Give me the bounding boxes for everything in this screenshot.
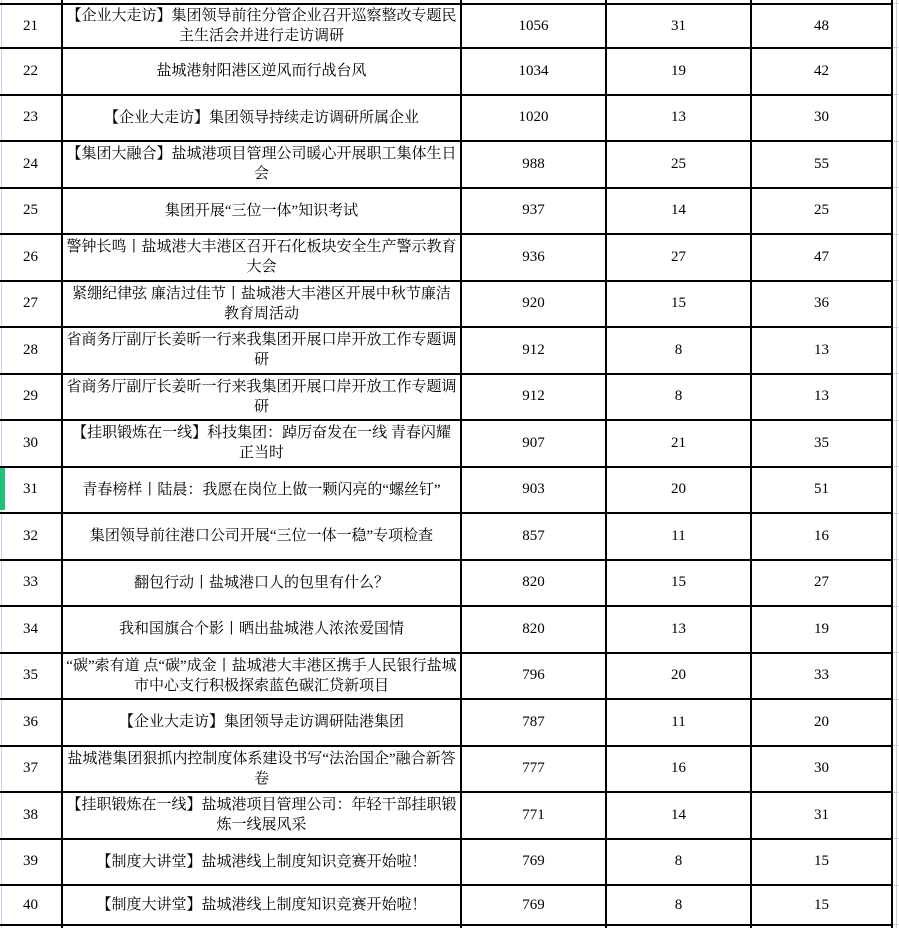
- title-cell[interactable]: 【企业大走访】集团领导持续走访调研所属企业: [63, 96, 462, 141]
- table-row: [0, 886, 893, 926]
- table-row: [0, 840, 893, 887]
- rank-cell[interactable]: 27: [0, 282, 63, 327]
- title-cell[interactable]: 我和国旗合个影丨晒出盐城港人浓浓爱国情: [63, 607, 462, 652]
- rank-cell[interactable]: 34: [0, 607, 63, 652]
- num3-cell[interactable]: 13: [752, 375, 893, 420]
- num1-cell[interactable]: 771: [462, 793, 607, 838]
- table-row: [0, 561, 893, 608]
- num2-cell[interactable]: 27: [607, 235, 752, 280]
- num3-cell[interactable]: 55: [752, 142, 893, 187]
- right-gridline-strip: [893, 0, 899, 928]
- num1-cell[interactable]: 937: [462, 189, 607, 234]
- num2-cell[interactable]: 14: [607, 189, 752, 234]
- table-row: [0, 793, 893, 840]
- num2-cell[interactable]: 8: [607, 375, 752, 420]
- num2-cell[interactable]: 25: [607, 142, 752, 187]
- num2-cell[interactable]: 8: [607, 840, 752, 885]
- title-cell[interactable]: 警钟长鸣丨盐城港大丰港区召开石化板块安全生产警示教育大会: [63, 235, 462, 280]
- horizontal-gridline-stub: [893, 280, 899, 281]
- title-cell[interactable]: 【集团大融合】盐城港项目管理公司暖心开展职工集体生日会: [63, 142, 462, 187]
- table-row: [0, 375, 893, 422]
- num2-cell[interactable]: 11: [607, 700, 752, 745]
- num1-cell[interactable]: 1056: [462, 5, 607, 47]
- table-row: [0, 747, 893, 794]
- horizontal-gridline-stub: [893, 466, 899, 467]
- num1-cell[interactable]: 769: [462, 886, 607, 924]
- num3-cell: [752, 0, 893, 3]
- table-row: [0, 235, 893, 282]
- num3-cell[interactable]: 30: [752, 96, 893, 141]
- horizontal-gridline-stub: [893, 234, 899, 235]
- num1-cell[interactable]: 912: [462, 375, 607, 420]
- num2-cell[interactable]: 11: [607, 514, 752, 559]
- num1-cell: [462, 0, 607, 3]
- num3-cell[interactable]: 15: [752, 886, 893, 924]
- horizontal-gridline-stub: [893, 327, 899, 328]
- num3-cell[interactable]: 27: [752, 561, 893, 606]
- horizontal-gridline-stub: [893, 606, 899, 607]
- horizontal-gridline-stub: [893, 94, 899, 95]
- num3-cell[interactable]: 35: [752, 421, 893, 466]
- table-row: [0, 282, 893, 329]
- num1-cell[interactable]: 988: [462, 142, 607, 187]
- num2-cell[interactable]: 14: [607, 793, 752, 838]
- title-cell[interactable]: 青春榜样丨陆晨：我愿在岗位上做一颗闪亮的“螺丝钉”: [63, 468, 462, 513]
- num2-cell[interactable]: 15: [607, 282, 752, 327]
- vertical-gridline: [896, 0, 897, 928]
- horizontal-gridline-stub: [893, 559, 899, 560]
- horizontal-gridline-stub: [893, 792, 899, 793]
- title-cell[interactable]: 集团领导前往港口公司开展“三位一体一稳”专项检查: [63, 514, 462, 559]
- horizontal-gridline-stub: [893, 373, 899, 374]
- num2-cell[interactable]: 20: [607, 468, 752, 513]
- horizontal-gridline-stub: [893, 47, 899, 48]
- rank-cell[interactable]: 33: [0, 561, 63, 606]
- horizontal-gridline-stub: [893, 141, 899, 142]
- title-cell[interactable]: 【企业大走访】集团领导前往分管企业召开巡察整改专题民主生活会并进行走访调研: [63, 5, 462, 47]
- num1-cell[interactable]: 777: [462, 747, 607, 792]
- num3-cell[interactable]: 13: [752, 328, 893, 373]
- rank-cell[interactable]: 37: [0, 747, 63, 792]
- num3-cell[interactable]: 31: [752, 793, 893, 838]
- table-row: [0, 5, 893, 49]
- horizontal-gridline-stub: [893, 838, 899, 839]
- num3-cell[interactable]: 48: [752, 5, 893, 47]
- rank-cell[interactable]: 25: [0, 189, 63, 234]
- num1-cell[interactable]: 820: [462, 607, 607, 652]
- horizontal-gridline-stub: [893, 187, 899, 188]
- num2-cell[interactable]: 8: [607, 328, 752, 373]
- num3-cell[interactable]: 47: [752, 235, 893, 280]
- rank-cell[interactable]: 21: [0, 5, 63, 47]
- table-row: [0, 142, 893, 189]
- title-cell[interactable]: 翻包行动丨盐城港口人的包里有什么？: [63, 561, 462, 606]
- horizontal-gridline-stub: [893, 924, 899, 925]
- num1-cell[interactable]: 769: [462, 840, 607, 885]
- table-row: [0, 607, 893, 654]
- rank-cell[interactable]: 28: [0, 328, 63, 373]
- rank-cell[interactable]: 36: [0, 700, 63, 745]
- num3-cell[interactable]: 20: [752, 700, 893, 745]
- num1-cell[interactable]: 912: [462, 328, 607, 373]
- horizontal-gridline-stub: [893, 420, 899, 421]
- table-row: [0, 49, 893, 96]
- num3-cell[interactable]: 25: [752, 189, 893, 234]
- horizontal-gridline-stub: [893, 885, 899, 886]
- table-row: [0, 421, 893, 468]
- rank-cell[interactable]: 24: [0, 142, 63, 187]
- table-row: [0, 654, 893, 701]
- rank-cell[interactable]: 35: [0, 654, 63, 699]
- num2-cell[interactable]: 8: [607, 886, 752, 924]
- rank-cell[interactable]: 40: [0, 886, 63, 924]
- title-cell[interactable]: 【挂职锻炼在一线】科技集团：踔厉奋发在一线 青春闪耀正当时: [63, 421, 462, 466]
- horizontal-gridline-stub: [893, 699, 899, 700]
- rank-cell[interactable]: 38: [0, 793, 63, 838]
- table-row: [0, 700, 893, 747]
- horizontal-gridline-stub: [893, 3, 899, 4]
- rank-cell[interactable]: 26: [0, 235, 63, 280]
- num1-cell[interactable]: 820: [462, 561, 607, 606]
- title-cell[interactable]: 集团开展“三位一体”知识考试: [63, 189, 462, 234]
- num1-cell[interactable]: 936: [462, 235, 607, 280]
- num3-cell[interactable]: 51: [752, 468, 893, 513]
- title-cell[interactable]: “碳”索有道 点“碳”成金丨盐城港大丰港区携手人民银行盐城市中心支行积极探索蓝色碳汇贷新项目: [63, 654, 462, 699]
- num3-cell[interactable]: 33: [752, 654, 893, 699]
- num2-cell[interactable]: 31: [607, 5, 752, 47]
- rank-cell[interactable]: 22: [0, 49, 63, 94]
- title-cell[interactable]: 省商务厅副厅长姜昕一行来我集团开展口岸开放工作专题调研: [63, 375, 462, 420]
- num2-cell[interactable]: 13: [607, 96, 752, 141]
- num2-cell: [607, 0, 752, 3]
- num2-cell[interactable]: 13: [607, 607, 752, 652]
- num3-cell[interactable]: 36: [752, 282, 893, 327]
- num3-cell[interactable]: 16: [752, 514, 893, 559]
- title-cell[interactable]: 省商务厅副厅长姜昕一行来我集团开展口岸开放工作专题调研: [63, 328, 462, 373]
- num1-cell[interactable]: 787: [462, 700, 607, 745]
- title-cell: [63, 0, 462, 3]
- num1-cell[interactable]: 903: [462, 468, 607, 513]
- title-cell[interactable]: 【制度大讲堂】盐城港线上制度知识竞赛开始啦！: [63, 886, 462, 924]
- title-cell[interactable]: 盐城港集团狠抓内控制度体系建设书写“法治国企”融合新答卷: [63, 747, 462, 792]
- title-cell[interactable]: 【制度大讲堂】盐城港线上制度知识竞赛开始啦！: [63, 840, 462, 885]
- num2-cell[interactable]: 19: [607, 49, 752, 94]
- num3-cell[interactable]: 30: [752, 747, 893, 792]
- num1-cell[interactable]: 920: [462, 282, 607, 327]
- table-row: [0, 96, 893, 143]
- horizontal-gridline-stub: [893, 652, 899, 653]
- num3-cell[interactable]: 42: [752, 49, 893, 94]
- horizontal-gridline-stub: [893, 513, 899, 514]
- num1-cell[interactable]: 907: [462, 421, 607, 466]
- rank-cell[interactable]: 30: [0, 421, 63, 466]
- rank-cell[interactable]: 31: [0, 468, 63, 513]
- table-row: [0, 514, 893, 561]
- table-row: [0, 468, 893, 515]
- num1-cell[interactable]: 857: [462, 514, 607, 559]
- rank-cell[interactable]: 32: [0, 514, 63, 559]
- table-row: [0, 189, 893, 236]
- num1-cell[interactable]: 796: [462, 654, 607, 699]
- horizontal-gridline-stub: [893, 745, 899, 746]
- rank-cell[interactable]: 39: [0, 840, 63, 885]
- num1-cell[interactable]: 1020: [462, 96, 607, 141]
- title-cell[interactable]: 【企业大走访】集团领导走访调研陆港集团: [63, 700, 462, 745]
- num2-cell[interactable]: 15: [607, 561, 752, 606]
- title-cell[interactable]: 紧绷纪律弦 廉洁过佳节丨盐城港大丰港区开展中秋节廉洁教育周活动: [63, 282, 462, 327]
- num3-cell[interactable]: 15: [752, 840, 893, 885]
- rank-cell: [0, 0, 63, 3]
- table-row: [0, 328, 893, 375]
- title-cell[interactable]: 盐城港射阳港区逆风而行战台风: [63, 49, 462, 94]
- num2-cell[interactable]: 20: [607, 654, 752, 699]
- rank-cell[interactable]: 29: [0, 375, 63, 420]
- num1-cell[interactable]: 1034: [462, 49, 607, 94]
- rank-cell[interactable]: 23: [0, 96, 63, 141]
- num2-cell[interactable]: 21: [607, 421, 752, 466]
- title-cell[interactable]: 【挂职锻炼在一线】盐城港项目管理公司：年轻干部挂职锻炼一线展风采: [63, 793, 462, 838]
- num3-cell[interactable]: 19: [752, 607, 893, 652]
- num2-cell[interactable]: 16: [607, 747, 752, 792]
